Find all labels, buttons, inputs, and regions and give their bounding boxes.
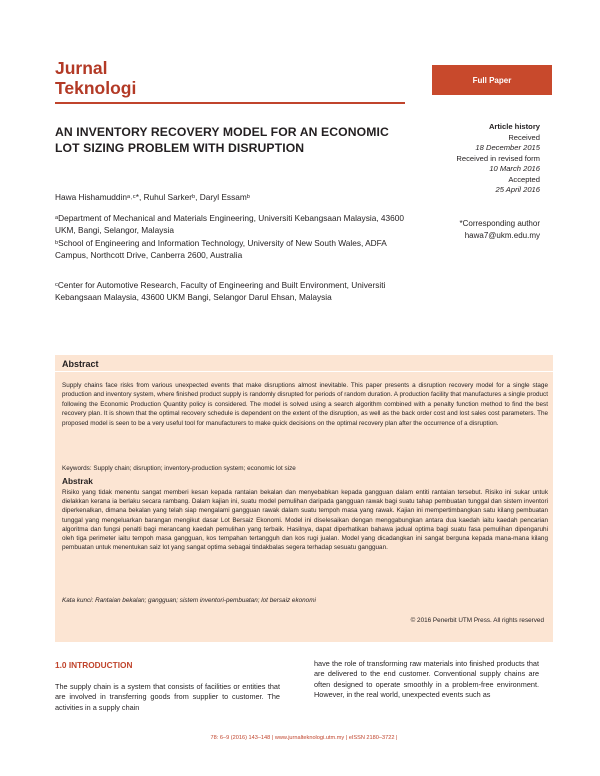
affiliation-a: ᵃDepartment of Mechanical and Materials Engineering, Universiti Kebangsaan Malaysia, 43600 UKM, Bangi, Selangor, Malaysia <box>55 213 404 235</box>
copyright-notice: © 2016 Penerbit UTM Press. All rights reserved <box>410 617 544 624</box>
journal-title <box>55 58 136 98</box>
abstrak-heading: Abstrak <box>62 476 93 486</box>
paper-title: AN INVENTORY RECOVERY MODEL FOR AN ECONOMIC LOT SIZING PROBLEM WITH DISRUPTION <box>55 125 389 155</box>
abstract-divider <box>55 371 553 372</box>
accepted-date: 25 April 2016 <box>495 185 540 194</box>
page-footer: 78: 6–9 (2016) 143–148 | www.jurnalteknologi.utm.my | eISSN 2180–3722 | <box>210 735 398 741</box>
history-heading: Article history <box>488 122 540 131</box>
accepted-label: Accepted <box>508 174 540 184</box>
abstrak-keywords: Kata kunci: Rantaian bekalan; gangguan; sistem inventori-pembuatan; lot bersaiz ekonomi <box>62 597 316 604</box>
journal-name-line1: Jurnal <box>55 58 108 78</box>
intro-left-column: The supply chain is a system that consists of facilities or entities that are involved in transferring goods from supplier to customer. The activities in a supply chain <box>55 682 280 712</box>
abstract-keywords: Keywords: Supply chain; disruption; inventory-production system; economic lot size <box>62 465 296 472</box>
intro-right-column: have the role of transforming raw materials into finished products that are delivered to the end customer. Conventional supply chains are often designed to operate smoothly in a problem-free environment. However, in the real world, unexpected events such as <box>314 659 539 699</box>
affiliation-b: ᵇSchool of Engineering and Information Technology, University of New South Wales, ADFA Campus, Northcott Drive, Canberra 2600, Australia <box>55 238 387 260</box>
revised-date: 10 March 2016 <box>489 164 540 173</box>
paper-authors: Hawa Hishamuddinᵃ˒ᶜ*, Ruhul Sarkerᵇ, Daryl Essamᵇ <box>55 192 250 202</box>
corresponding-author <box>415 218 540 241</box>
article-history <box>415 122 540 196</box>
revised-label: Received in revised form <box>456 153 540 163</box>
received-label: Received <box>508 132 540 142</box>
full-paper-badge <box>432 65 552 95</box>
section-heading-introduction: 1.0 INTRODUCTION <box>55 660 133 670</box>
corresponding-label: *Corresponding author <box>459 219 540 228</box>
journal-name-line2: Teknologi <box>55 78 137 98</box>
abstract-text: Supply chains face risks from various unexpected events that make disruptions almost inevitable. This paper presents a disruption recovery model for a single stage production and inventory system, where finished product supply is randomly disrupted for periods of random duration. A production facility that manufactures a single product following the Economic Production Quantity policy is considered. The model is solved using a search algorithm combined with a penalty function method to find the best recovery plan. It is shown that the optimal recovery schedule is dependent on the extent of the disruption, as well as the back order cost and lost sales cost parameters. The proposed model is seen to be a very useful tool for manufacturers to make quick decisions on the optimal recovery plan after the occurrence of a disruption. <box>62 382 548 427</box>
corresponding-email[interactable]: hawa7@ukm.edu.my <box>464 230 540 240</box>
full-paper-label: Full Paper <box>472 75 512 85</box>
received-date: 18 December 2015 <box>475 143 540 152</box>
header-divider <box>55 102 405 104</box>
abstrak-text: Risiko yang tidak menentu sangat memberi kesan kepada rantaian bekalan dan menyebabkan kepada gangguan dalam entiti rantaian tersebut. Risiko ini sukar untuk dielakkan kerana ia berlaku secara rambang. Dalam kajian ini, suatu model pemulihan daripada gangguan rawak bagi suatu tahap pembuatan tunggal dan sistem inventori diperkenalkan, dimana bekalan yang telah siap mengalami gangguan rawak dalam suatu tempoh masa yang rawak. Kajian ini mempertimbangkan satu kilang pembuatan tunggal yang mengeluarkan barangan mengikut dasar Lot Bersaiz Ekonomi. Model ini diselesaikan dengan menggabungkan antara dua kaedah iaitu kaedah pencarian algoritma dan fungsi penalti bagi merancang kaedah pemulihan yang terbaik. Hasilnya, dapat diperhatikan bahawa jadual optima bagi suatu fasa pemulihan dipengaruhi oleh tiga perimeter iaitu tempoh masa gangguan, kos tempahan tertangguh dan kos rugi jualan. Model yang dicadangkan ini sangat berguna kepada mana-mana kilang pembuatan untuk menentukan saiz lot yang sangat optima sebagai tindakbalas segera terhadap sesuatu gangguan. <box>62 489 548 552</box>
abstract-heading: Abstract <box>62 359 99 369</box>
affiliation-c: ᶜCenter for Automotive Research, Faculty of Engineering and Built Environment, Universiti Kebangsaan Malaysia, 43600 UKM Bangi, Selangor Darul Ehsan, Malaysia <box>55 280 386 302</box>
